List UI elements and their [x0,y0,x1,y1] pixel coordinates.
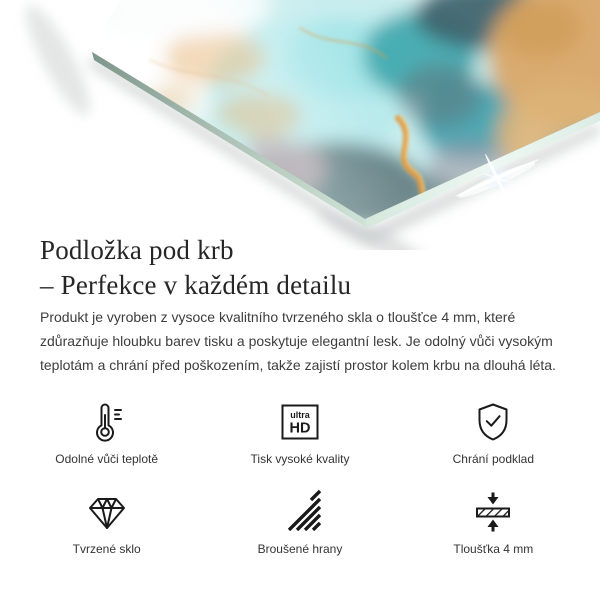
thickness-icon [470,489,516,535]
feature-label: Tvrzené sklo [72,542,141,556]
feature-item-print-quality [203,399,396,466]
feature-item-tempered-glass [10,489,203,556]
feature-label: Broušené hrany [257,542,343,556]
feature-item-polished-edges [203,489,396,556]
feature-item-heat-resistant [10,399,203,466]
ultra-hd-icon [277,399,323,445]
glass-panel-art [0,0,600,250]
feature-label: Tloušťka 4 mm [453,542,534,556]
svg-text:HD: HD [289,420,311,437]
beveled-edges-icon [277,489,323,535]
diamond-icon [84,489,130,535]
thermometer-icon [84,399,130,445]
svg-text:ultra: ultra [290,410,310,420]
feature-item-protects-floor [397,399,590,466]
product-description: Produkt je vyroben z vysoce kvalitního tvrzeného skla o tloušťce 4 mm, které zdůrazňuje hloubku barev tisku a poskytuje elegantní lesk. Je odolný vůči vysokým teplotám a chrání před poškozením, takže zajistí prostor kolem krbu na dlouhá léta. [40,309,556,373]
page-title-line1: Podložka pod krb [40,235,234,265]
page-title-line2: – Perfekce v každém detailu [40,270,352,300]
feature-label: Tisk vysoké kvality [250,452,350,466]
feature-item-thickness [397,489,590,556]
shield-check-icon [470,399,516,445]
feature-label: Odolné vůči teplotě [55,452,159,466]
feature-grid [10,399,590,556]
fluid-art-print [0,0,600,250]
feature-label: Chrání podklad [452,452,535,466]
page-title [40,233,351,303]
product-photo [0,0,600,250]
